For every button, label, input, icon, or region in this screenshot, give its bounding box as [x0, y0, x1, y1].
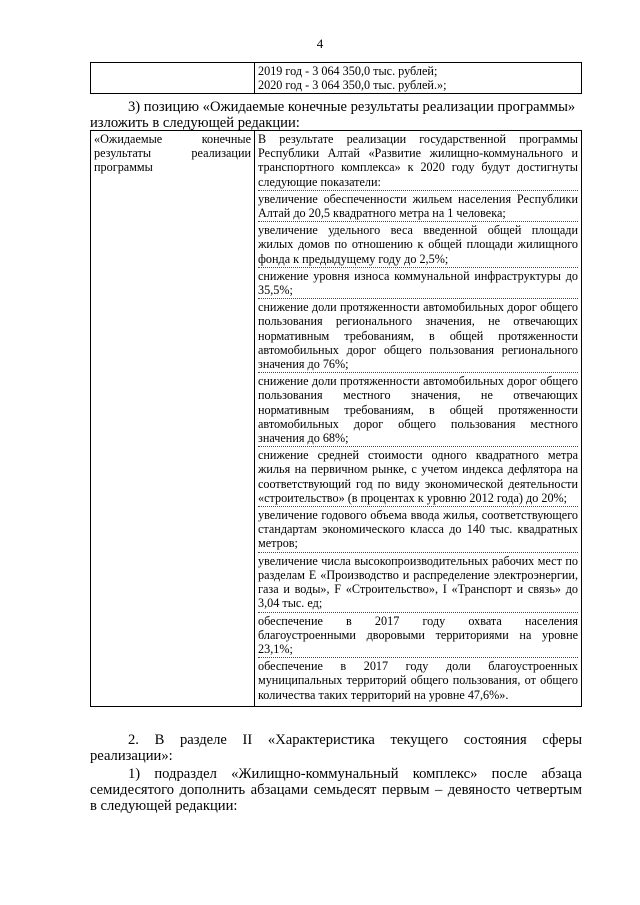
results-item: увеличение удельного веса введенной общей площади жилых домов по отношению к общей площади жилищного фонда к предыдущему году до 2,5%; — [258, 223, 578, 268]
results-item: увеличение числа высокопроизводительных рабочих мест по разделам Е «Производство и распределение электроэнергии, газа и воды», F «Строительство», I «Транспорт и связь» до 3,04 тыс. ед; — [258, 554, 578, 613]
paragraph-line: 3) позицию «Ожидаемые конечные результаты реализации программы» — [128, 99, 576, 115]
results-item: увеличение годового объема ввода жилья, соответствующего стандартам экономического класса до 140 тыс. квадратных метров; — [258, 508, 578, 553]
table-row — [91, 63, 582, 94]
results-item: В результате реализации государственной программы Республики Алтай «Развитие жилищно-коммунального и транспортного комплекса» к 2020 году будут достигнуты следующие показатели: — [258, 132, 578, 191]
results-item: увеличение обеспеченности жильем населения Республики Алтай до 20,5 квадратного метра на 1 человека; — [258, 192, 578, 222]
paragraph-line: в следующей редакции: — [90, 798, 238, 814]
results-item: снижение средней стоимости одного квадратного метра жилья на первичном рынке, с учетом индекса дефлятора на соответствующий год по виду экономической деятельности «строительство» (в процентах к уровню 2012 года) до 20%; — [258, 448, 578, 507]
table-cell-empty — [91, 63, 255, 94]
paragraph-line: семидесятого дополнить абзацами семьдесят первым – девяносто четвертым — [90, 782, 582, 798]
results-item: обеспечение в 2017 году доли благоустроенных муниципальных территорий общего пользования, от общего количества таких территорий на уровне 47,6%». — [258, 659, 578, 702]
paragraph-line: изложить в следующей редакции: — [90, 115, 300, 131]
table-row — [91, 131, 582, 707]
paragraph-line: 1) подраздел «Жилищно-коммунальный комплекс» после абзаца — [128, 766, 582, 782]
budget-table-fragment — [90, 62, 582, 94]
results-content-cell — [255, 131, 582, 707]
results-item: снижение доли протяженности автомобильных дорог общего пользования регионального значения, не отвечающих нормативным требованиям, в общей протяженности автомобильных дорог общего пользования регионального значения до 76%; — [258, 300, 578, 373]
budget-line-2020: 2020 год - 3 064 350,0 тыс. рублей.»; — [258, 78, 447, 92]
results-item: обеспечение в 2017 году охвата населения благоустроенными дворовыми территориями на уровне 23,1%; — [258, 614, 578, 659]
paragraph-subsection-1 — [90, 766, 582, 814]
paragraph-position-3 — [90, 99, 582, 131]
results-item: снижение доли протяженности автомобильных дорог общего пользования местного значения, не отвечающих нормативным требованиям, в общей протяженности автомобильных дорог общего пользования местного значения до 68%; — [258, 374, 578, 447]
paragraph-line: 2. В разделе II «Характеристика текущего состояния сферы — [128, 732, 582, 748]
paragraph-line: реализации»: — [90, 748, 173, 764]
results-item: снижение уровня износа коммунальной инфраструктуры до 35,5%; — [258, 269, 578, 299]
table-cell-budget — [255, 63, 582, 94]
results-label-cell: «Ожидаемые конечные результаты реализации программы — [91, 131, 255, 707]
expected-results-table — [90, 130, 582, 707]
paragraph-section-2 — [90, 732, 582, 764]
budget-line-2019: 2019 год - 3 064 350,0 тыс. рублей; — [258, 64, 438, 78]
page-number: 4 — [316, 36, 324, 51]
